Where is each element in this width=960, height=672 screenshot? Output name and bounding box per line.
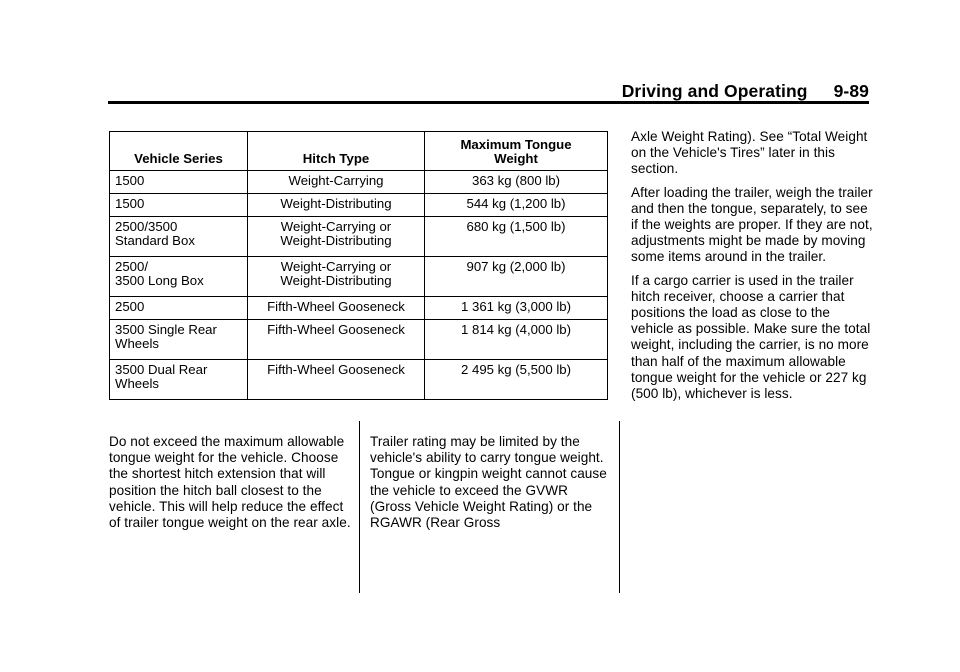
body-column-1	[109, 434, 355, 538]
hitch-type-cell: Fifth-Wheel Gooseneck	[248, 320, 425, 360]
tongue-weight-cell: 363 kg (800 lb)	[425, 171, 608, 194]
section-title: Driving and Operating	[621, 81, 808, 101]
hitch-type-cell: Fifth-Wheel Gooseneck	[248, 297, 425, 320]
tongue-weight-cell: 680 kg (1,500 lb)	[425, 217, 608, 257]
body-paragraph: Trailer rating may be limited by the vehicle's ability to carry tongue weight. Tongue or kingpin weight cannot cause the vehicle to exceed the GVWR (Gross Vehicle Weight Rating) or the RGAWR (Rear Gross	[370, 434, 607, 531]
tongue-weight-cell: 1 814 kg (4,000 lb)	[425, 320, 608, 360]
tongue-weight-cell: 1 361 kg (3,000 lb)	[425, 297, 608, 320]
page-number: 9-89	[833, 81, 869, 101]
table-row	[110, 171, 608, 194]
table-row	[110, 320, 608, 360]
page-header-text	[622, 81, 869, 102]
vehicle-series-cell: 1500	[110, 194, 248, 217]
body-paragraph: Axle Weight Rating). See “Total Weight on the Vehicle's Tires” later in this section.	[631, 129, 868, 177]
hitch-type-cell: Weight-Distributing	[248, 194, 425, 217]
column-divider	[359, 421, 360, 593]
vehicle-series-cell: 2500	[110, 297, 248, 320]
body-column-3	[631, 129, 873, 409]
body-column-2	[370, 434, 610, 538]
hitch-type-cell: Fifth-Wheel Gooseneck	[248, 360, 425, 400]
page-header	[108, 80, 869, 104]
hitch-type-cell: Weight-Carrying	[248, 171, 425, 194]
table-row	[110, 257, 608, 297]
table-row	[110, 194, 608, 217]
table-header-row	[110, 132, 608, 171]
vehicle-series-cell: 3500 Single Rear Wheels	[110, 320, 248, 360]
vehicle-series-cell: 2500/3500 Standard Box	[110, 217, 248, 257]
table-row	[110, 297, 608, 320]
tongue-weight-table	[109, 131, 608, 400]
hitch-type-cell: Weight-Carrying or Weight-Distributing	[248, 257, 425, 297]
header-rule	[108, 101, 869, 104]
vehicle-series-cell: 1500	[110, 171, 248, 194]
column-header-hitch-type: Hitch Type	[248, 132, 425, 171]
vehicle-series-cell: 3500 Dual Rear Wheels	[110, 360, 248, 400]
body-paragraph: After loading the trailer, weigh the trailer and then the tongue, separately, to see if the weights are proper. If they are not, adjustments might be made by moving some items around in the trailer.	[631, 184, 873, 265]
vehicle-series-cell: 2500/ 3500 Long Box	[110, 257, 248, 297]
table-row	[110, 217, 608, 257]
column-divider	[619, 421, 620, 593]
tongue-weight-cell: 2 495 kg (5,500 lb)	[425, 360, 608, 400]
body-paragraph: Do not exceed the maximum allowable tongue weight for the vehicle. Choose the shortest hitch extension that will position the hitch ball closest to the vehicle. This will help reduce the effect of trailer tongue weight on the rear axle.	[109, 434, 351, 531]
table-row	[110, 360, 608, 400]
column-header-max-tongue-weight: Maximum Tongue Weight	[425, 132, 608, 171]
column-header-vehicle-series: Vehicle Series	[110, 132, 248, 171]
tongue-weight-cell: 907 kg (2,000 lb)	[425, 257, 608, 297]
body-paragraph: If a cargo carrier is used in the trailer hitch receiver, choose a carrier that positions the load as close to the vehicle as possible. Make sure the total weight, including the carrier, is no more than half of the maximum allowable tongue weight for the vehicle or 227 kg (500 lb), whichever is less.	[631, 272, 871, 402]
tongue-weight-cell: 544 kg (1,200 lb)	[425, 194, 608, 217]
hitch-type-cell: Weight-Carrying or Weight-Distributing	[248, 217, 425, 257]
